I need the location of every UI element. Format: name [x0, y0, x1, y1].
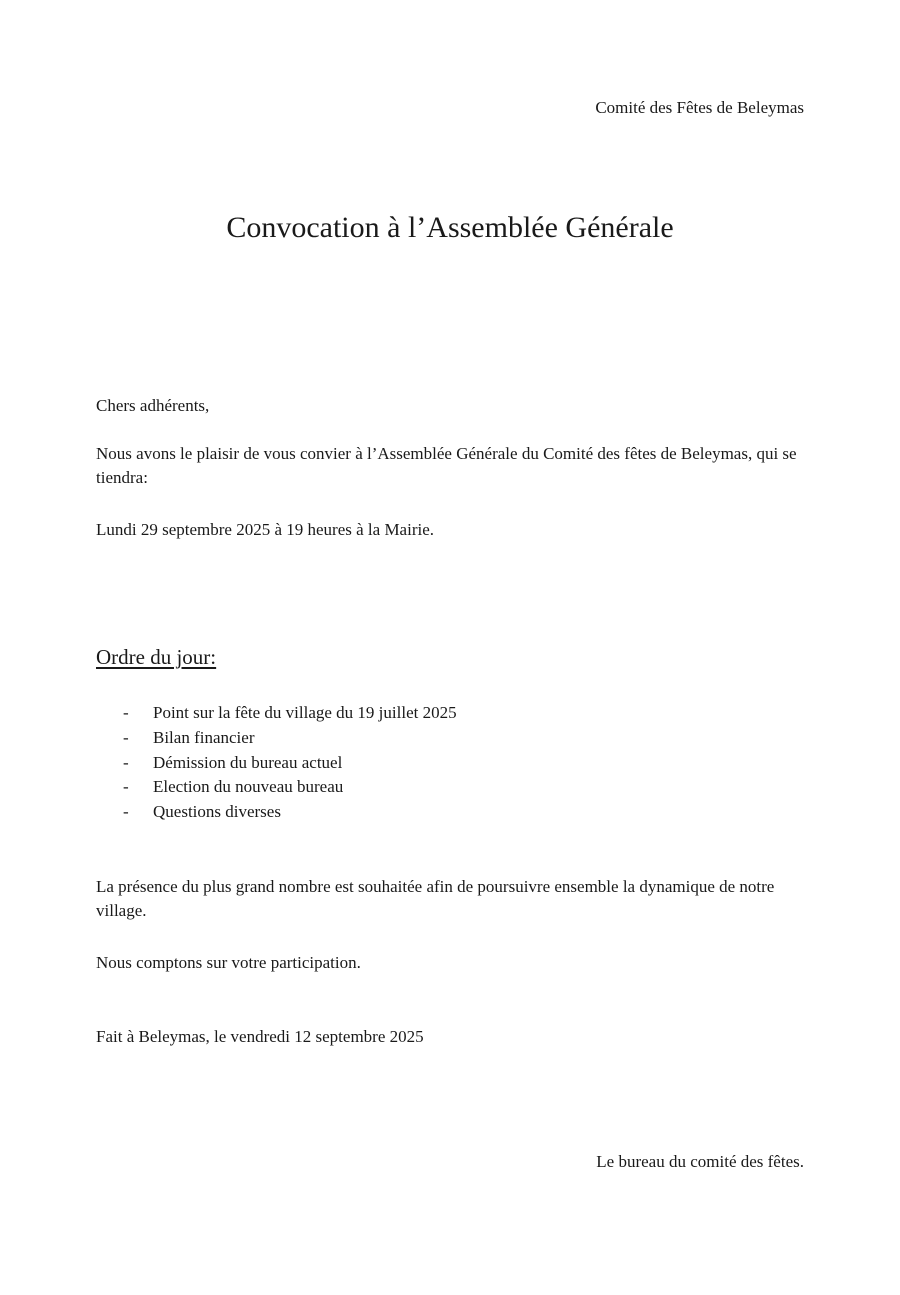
agenda-item-text: Point sur la fête du village du 19 juillet 2025	[153, 703, 457, 722]
agenda-item-text: Démission du bureau actuel	[153, 752, 343, 772]
agenda-title: Ordre du jour:	[96, 645, 217, 669]
bullet-dash: -	[123, 777, 129, 797]
agenda-item	[123, 726, 457, 751]
signature: Le bureau du comité des fêtes.	[596, 1152, 804, 1171]
presence-paragraph: La présence du plus grand nombre est souhaitée afin de poursuivre ensemble la dynamique de notre village.	[96, 877, 775, 920]
bullet-dash: -	[123, 802, 129, 822]
agenda-item-text: Bilan financier	[153, 727, 255, 747]
document-title: Convocation à l’Assemblée Générale	[226, 211, 674, 244]
agenda-item	[123, 701, 457, 726]
agenda-item-text: Questions diverses	[153, 802, 281, 822]
agenda-item-text: Election du nouveau bureau	[153, 777, 344, 797]
bullet-dash: -	[123, 727, 129, 747]
agenda-item	[123, 800, 457, 825]
agenda-item	[123, 751, 457, 776]
bullet-dash: -	[123, 703, 129, 722]
intro-paragraph: Nous avons le plaisir de vous convier à l’Assemblée Générale du Comité des fêtes de Beleymas, qui se tiendra:	[96, 444, 797, 487]
organization-name: Comité des Fêtes de Beleymas	[595, 98, 804, 117]
participation-line: Nous comptons sur votre participation.	[96, 953, 361, 972]
bullet-dash: -	[123, 752, 129, 772]
agenda-list	[123, 701, 457, 825]
salutation: Chers adhérents,	[96, 396, 210, 415]
place-and-date: Fait à Beleymas, le vendredi 12 septembre 2025	[96, 1027, 424, 1046]
agenda-item	[123, 775, 457, 800]
meeting-date: Lundi 29 septembre 2025 à 19 heures à la Mairie.	[96, 520, 435, 539]
